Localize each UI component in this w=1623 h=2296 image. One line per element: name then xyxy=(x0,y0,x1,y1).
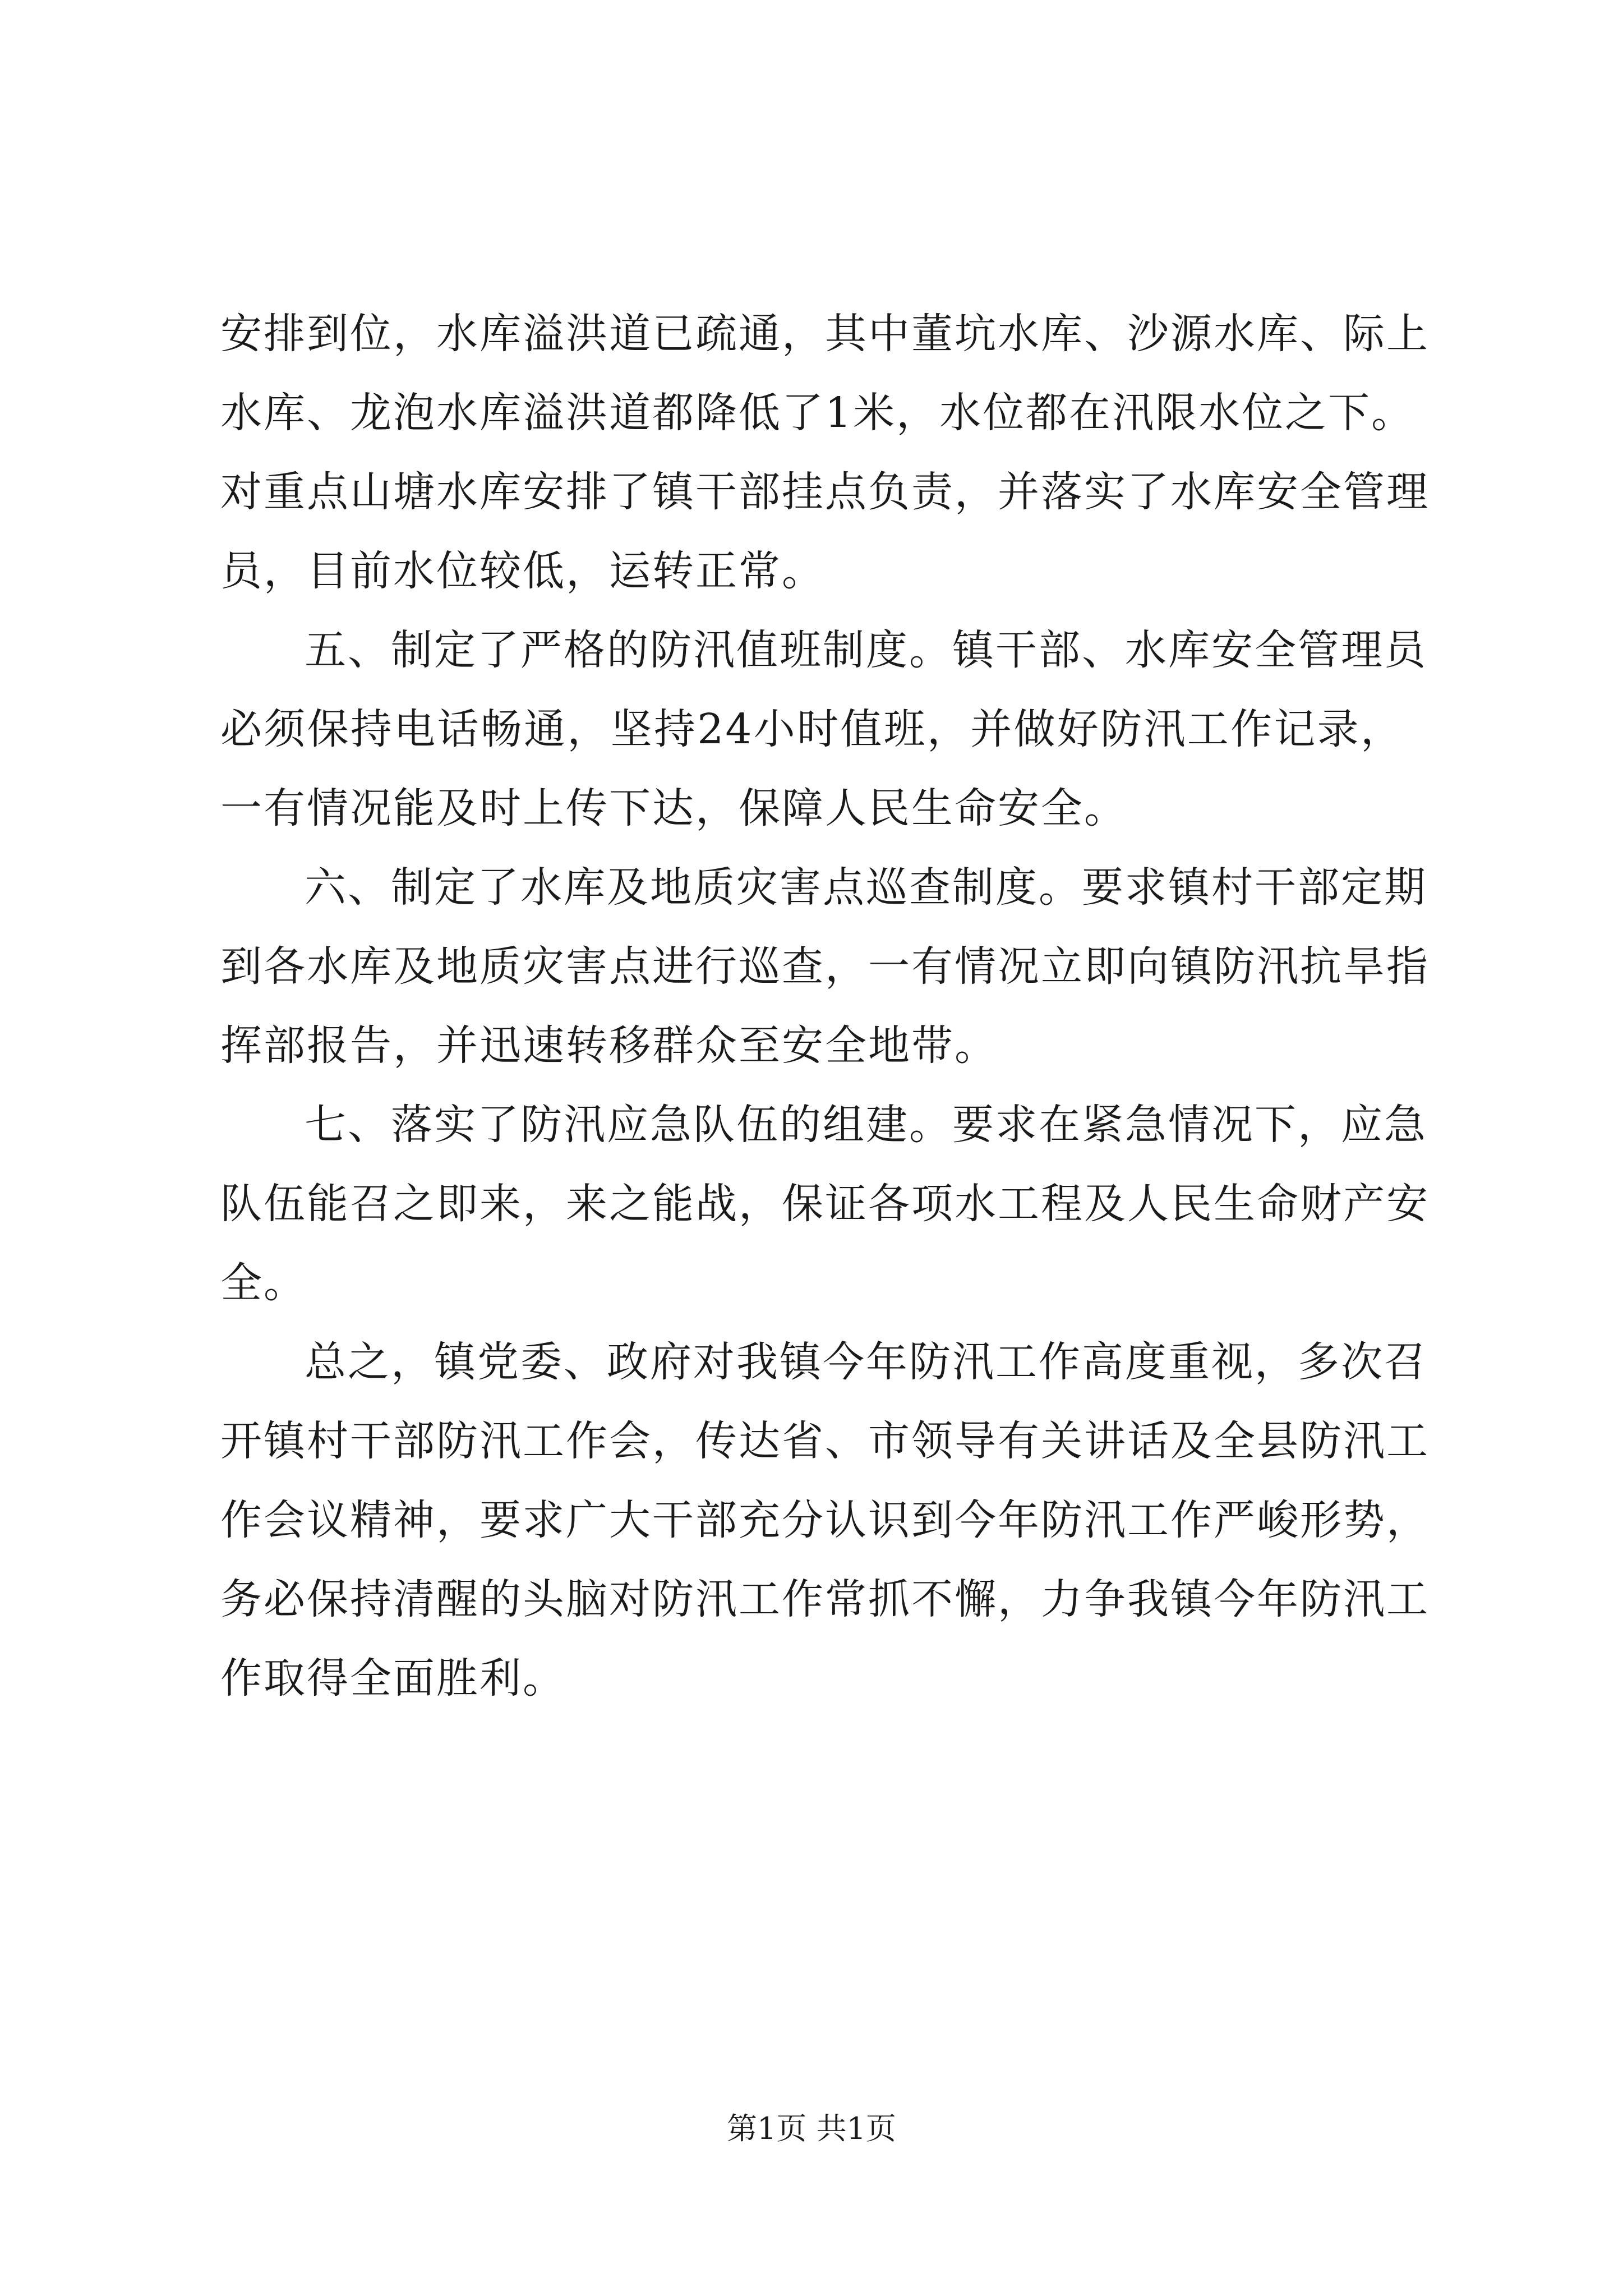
text-line: 对重点山塘水库安排了镇干部挂点负责，并落实了水库安全管理 xyxy=(220,468,1430,516)
document-body xyxy=(220,295,1430,1718)
text-line: 作取得全面胜利。 xyxy=(220,1654,566,1703)
text-line: 开镇村干部防汛工作会，传达省、市领导有关讲话及全县防汛工 xyxy=(220,1417,1430,1465)
text-line: 六、制定了水库及地质灾害点巡查制度。要求镇村干部定期 xyxy=(305,863,1427,912)
text-line: 水库、龙泡水库溢洪道都降低了1米，水位都在汛限水位之下。 xyxy=(220,389,1415,437)
text-line: 五、制定了严格的防汛值班制度。镇干部、水库安全管理员 xyxy=(305,626,1427,674)
text-line: 挥部报告，并迅速转移群众至安全地带。 xyxy=(220,1022,998,1070)
text-line: 必须保持电话畅通，坚持24小时值班，并做好防汛工作记录， xyxy=(220,705,1404,753)
text-line: 一有情况能及时上传下达，保障人民生命安全。 xyxy=(220,784,1127,832)
text-line: 作会议精神，要求广大干部充分认识到今年防汛工作严峻形势， xyxy=(220,1496,1430,1544)
text-line: 总之，镇党委、政府对我镇今年防汛工作高度重视，多次召 xyxy=(305,1338,1427,1386)
text-line: 七、落实了防汛应急队伍的组建。要求在紧急情况下，应急 xyxy=(305,1101,1427,1149)
text-line: 安排到位，水库溢洪道已疏通，其中董坑水库、沙源水库、际上 xyxy=(220,310,1430,358)
text-line: 员，目前水位较低，运转正常。 xyxy=(220,547,825,595)
text-line: 到各水库及地质灾害点进行巡查，一有情况立即向镇防汛抗旱指 xyxy=(220,942,1430,991)
text-line: 务必保持清醒的头脑对防汛工作常抓不懈，力争我镇今年防汛工 xyxy=(220,1575,1430,1623)
text-line: 全。 xyxy=(220,1259,307,1307)
text-line: 队伍能召之即来，来之能战，保证各项水工程及人民生命财产安 xyxy=(220,1180,1430,1228)
page-footer: 第1页 共1页 xyxy=(727,2111,896,2146)
